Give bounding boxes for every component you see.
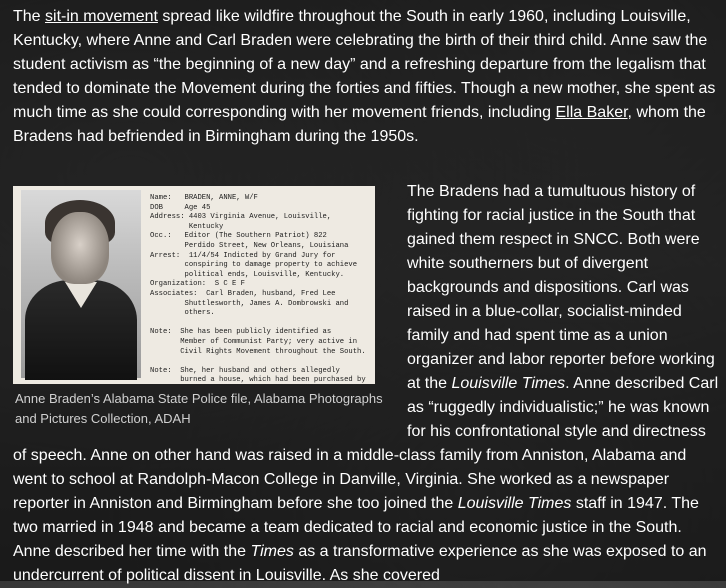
newspaper-title: Louisville Times: [457, 495, 572, 512]
paragraph-intro: [13, 0, 719, 149]
ella-baker-link[interactable]: Ella Baker: [555, 104, 628, 121]
text-segment: spread like wildfire throughout the South in early 1960, including Louisville, Kentucky, where Anne and Carl Braden were celebrating the birth of their third child. Anne saw the student activism as “the beginning of a new day” and a refreshing departure from the legalism that tended to dominate the Movement during the forties and fifties. Though a new mother, she spent as much time as she could corresponding with her movement friends, including: [13, 8, 716, 121]
text-segment: The Bradens had a tumultuous history of fighting for racial justice in the South that gained them respect in SNCC. Both were white southerners but of divergent backgrounds and dispositions. Carl was raised in a blue-collar, socialist-minded family and had spent time as a union organizer and labor reporter before working at the: [407, 183, 715, 392]
anne-braden-photo: [21, 190, 141, 378]
newspaper-title: Times: [250, 543, 294, 560]
newspaper-title: Louisville Times: [451, 375, 566, 392]
police-file-text: Name: BRADEN, ANNE, W/F DOB Age 45 Address: 4403 Virginia Avenue, Louisville, Kentucky Occ.: Editor (The Southern Patriot) 822 Perdido Street, New Orleans, Louisiana Arrest: 11/4/54 Indicted by Grand Jury for conspiring to damage property to achieve political ends, Louisville, Kentucky. Organization: S C E F Associates: Carl Braden, husband, Fred Lee Shuttlesworth, James A. Dombrowski and others. Note: She has been publicly identified as Member of Communist Party; very active in Civil Rights Movement throughout the South. Note: She, her husband and others allegedly burned a house, which had been purchased by: [150, 194, 366, 384]
police-file-image: [13, 186, 375, 384]
text-segment: The: [13, 8, 46, 25]
figure-caption: Anne Braden’s Alabama State Police file, Alabama Photographs and Pictures Collection, ADAH: [15, 391, 383, 426]
text-segment: as a transformative experience as she was exposed to an undercurrent of political dissent in Louisville. As she covered: [13, 543, 707, 584]
text-segment: . Anne described Carl as “ruggedly individualistic;” he was known for his confrontational style and directness of speech. Anne on other hand was raised in a middle-class family from Anniston, Alabama and went to school at Randolph-Macon College in Danville, Virginia. She worked as a newspaper reporter in Anniston and Birmingham before she too joined the: [13, 375, 719, 512]
sit-in-movement-link[interactable]: sit-in movement: [45, 8, 158, 25]
police-file-figure: [13, 186, 389, 429]
text-segment: staff in 1947. The two married in 1948 and became a team dedicated to racial and economic justice in the South. Anne described her time with the: [13, 495, 699, 560]
text-segment: , whom the Bradens had befriended in Birmingham during the 1950s.: [13, 104, 706, 145]
article-body: [13, 0, 719, 588]
